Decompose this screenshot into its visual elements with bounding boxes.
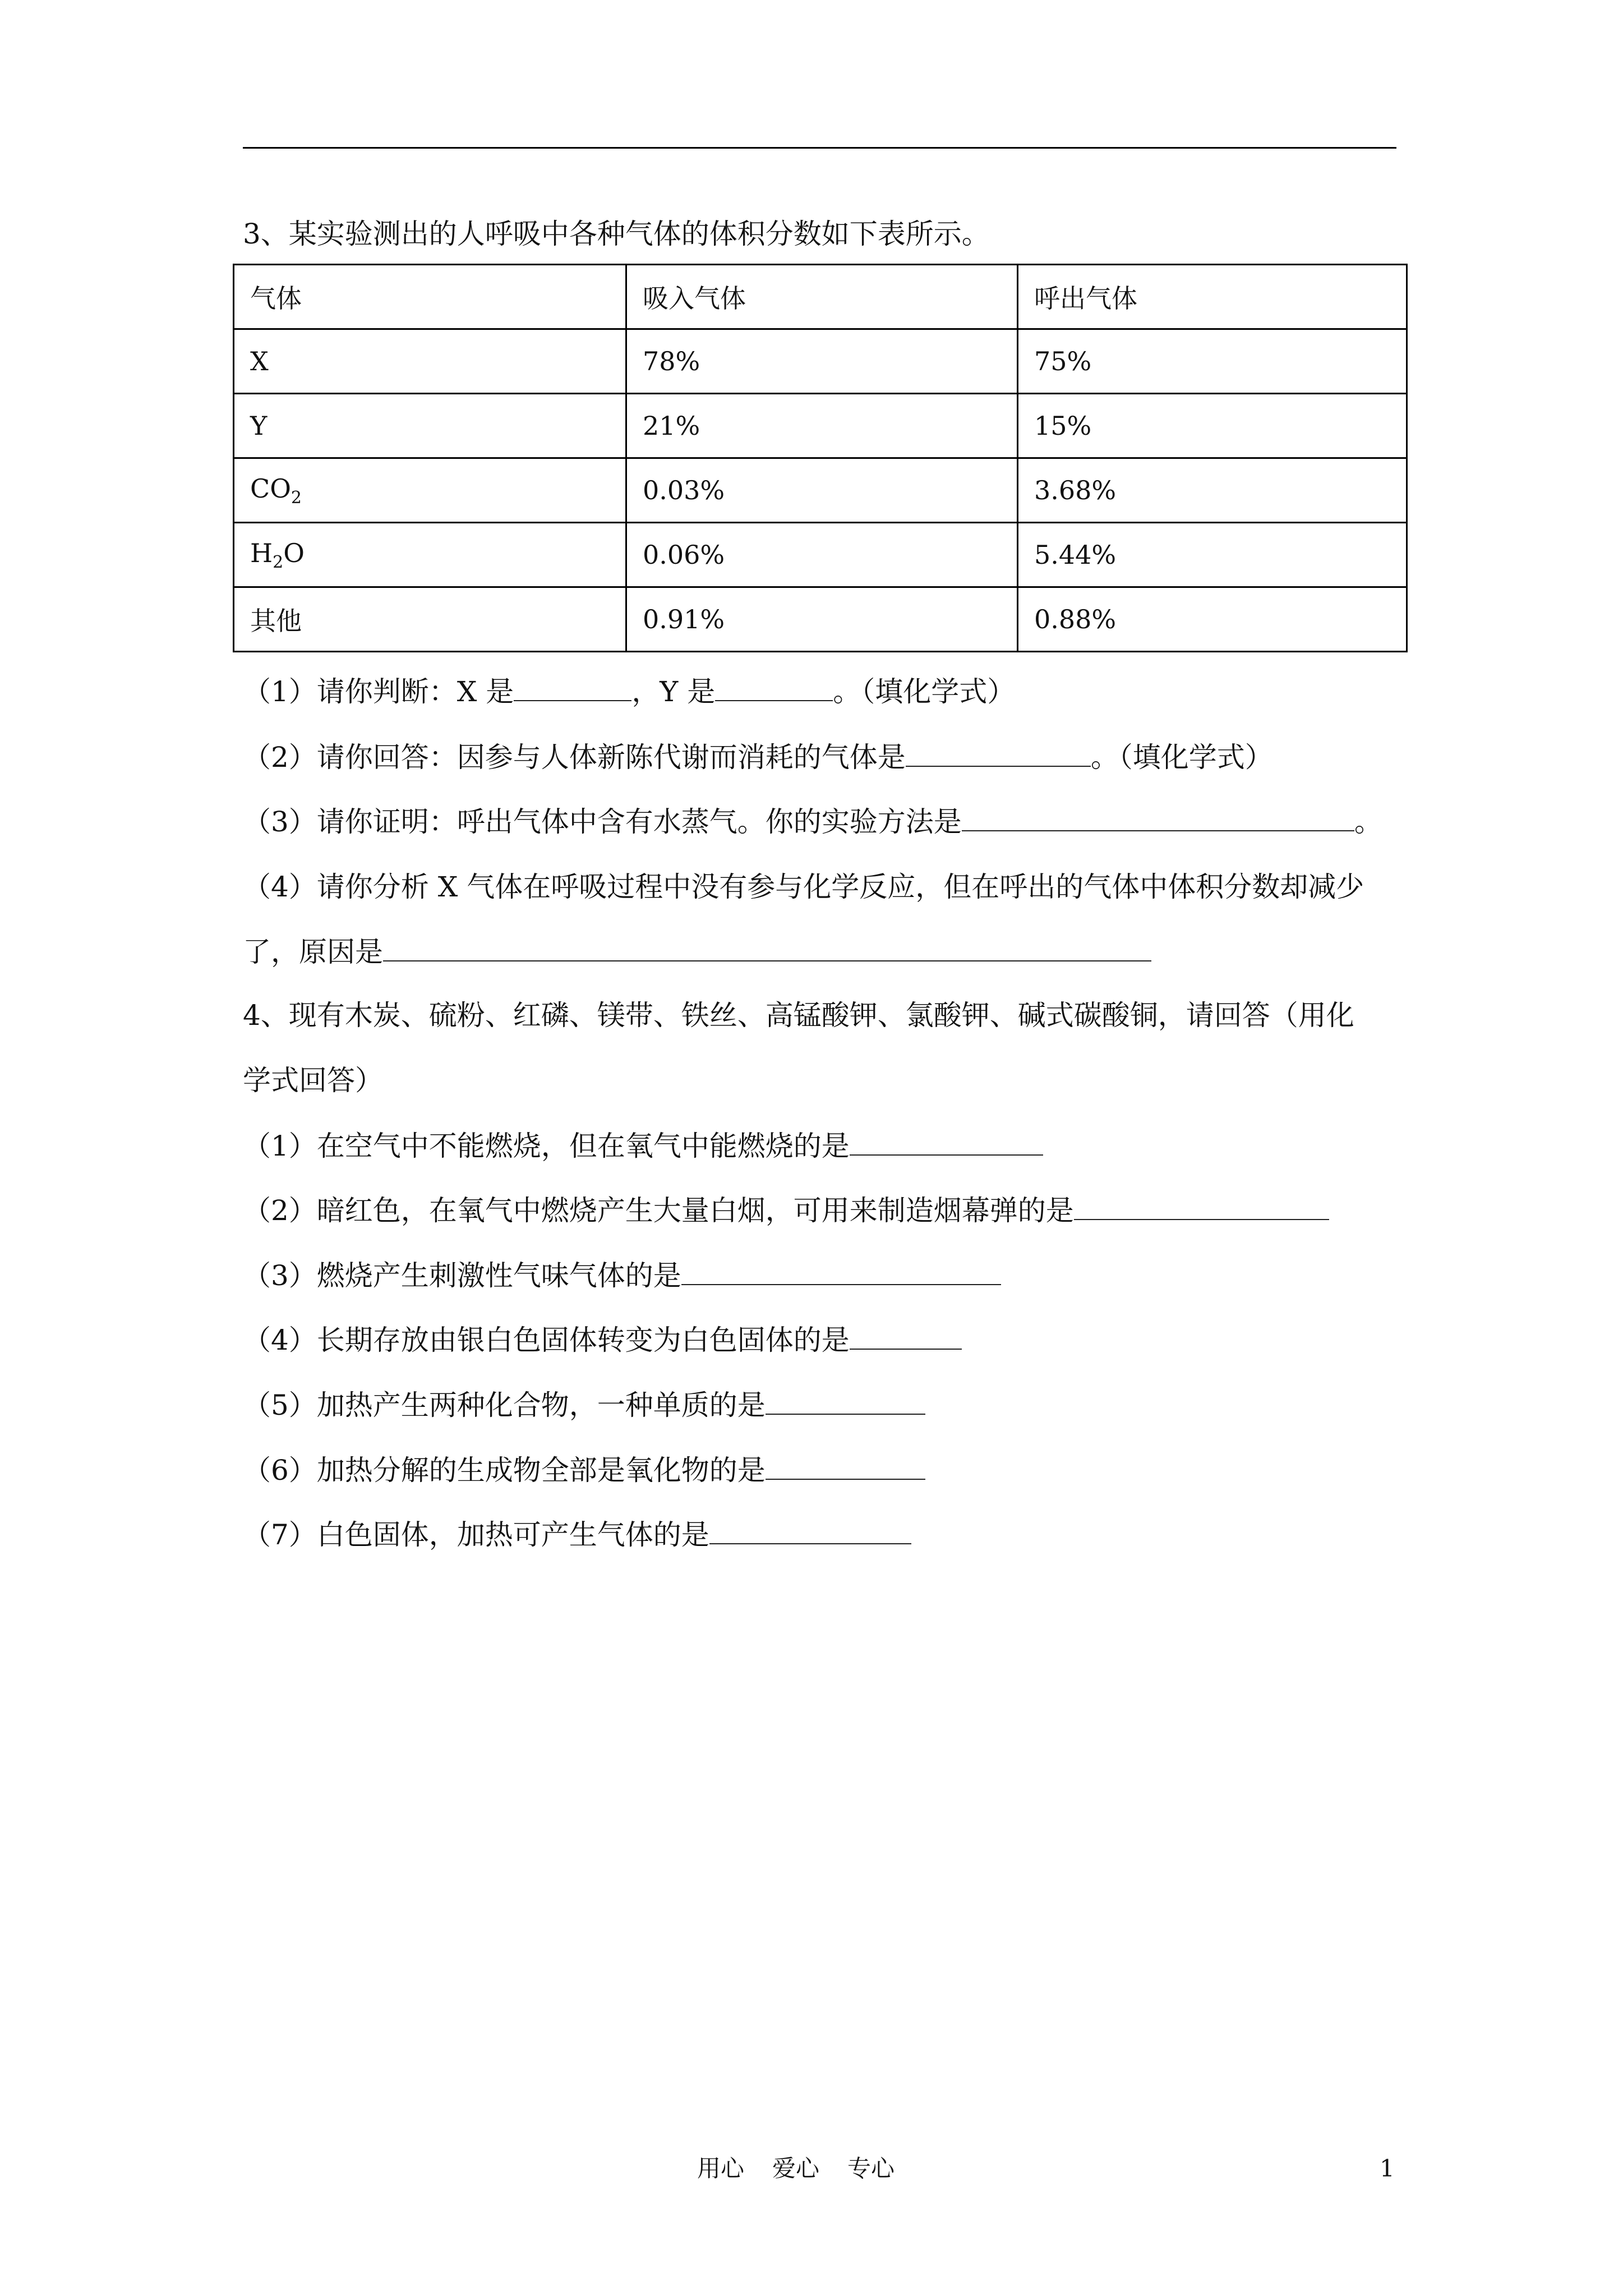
gas-cell: Y [234, 394, 626, 458]
inhaled-cell: 78% [626, 329, 1018, 394]
exhaled-cell: 0.88% [1018, 587, 1407, 652]
answer-blank[interactable] [850, 1327, 962, 1350]
exhaled-cell: 3.68% [1018, 458, 1407, 523]
table-header-row [234, 265, 1407, 329]
q3-part-3: （3）请你证明：呼出气体中含有水蒸气。你的实验方法是 。 [243, 806, 1382, 838]
table-row [234, 523, 1407, 587]
q4-item-5: （5）加热产生两种化合物，一种单质的是 [243, 1391, 925, 1419]
answer-blank-y[interactable] [715, 679, 833, 701]
answer-blank-reason[interactable] [383, 939, 1151, 961]
table-row [234, 458, 1407, 523]
table-row [234, 394, 1407, 458]
header-gas: 气体 [234, 265, 626, 329]
inhaled-cell: 0.03% [626, 458, 1018, 523]
gas-cell: 其他 [234, 587, 626, 652]
header-inhaled: 吸入气体 [626, 265, 1018, 329]
gas-cell: X [234, 329, 626, 394]
answer-blank-method[interactable] [962, 809, 1354, 831]
answer-blank[interactable] [766, 1392, 925, 1415]
q4-item-7: （7）白色固体，加热可产生气体的是 [243, 1521, 911, 1549]
inhaled-cell: 0.91% [626, 587, 1018, 652]
exhaled-cell: 15% [1018, 394, 1407, 458]
q4-item-6: （6）加热分解的生成物全部是氧化物的是 [243, 1456, 925, 1484]
q3-intro: 3、某实验测出的人呼吸中各种气体的体积分数如下表所示。 [243, 218, 990, 250]
answer-blank[interactable] [850, 1133, 1043, 1156]
header-rule [243, 147, 1396, 149]
q4-intro-cont: 学式回答） [243, 1064, 383, 1097]
answer-blank-consumed-gas[interactable] [906, 744, 1091, 767]
exhaled-cell: 5.44% [1018, 523, 1407, 587]
header-exhaled: 呼出气体 [1018, 265, 1407, 329]
answer-blank[interactable] [766, 1457, 925, 1480]
table-row [234, 329, 1407, 394]
q4-intro: 4、现有木炭、硫粉、红磷、镁带、铁丝、高锰酸钾、氯酸钾、碱式碳酸铜，请回答（用化 [243, 999, 1354, 1032]
q4-item-3: （3）燃烧产生刺激性气味气体的是 [243, 1262, 1001, 1290]
q4-item-1: （1）在空气中不能燃烧，但在氧气中能燃烧的是 [243, 1132, 1043, 1160]
answer-blank[interactable] [681, 1263, 1001, 1285]
q3-part-4: （4）请你分析 X 气体在呼吸过程中没有参与化学反应，但在呼出的气体中体积分数却减少 [243, 871, 1364, 903]
answer-blank[interactable] [709, 1522, 911, 1544]
gas-cell: $CO_2$ [234, 458, 626, 523]
q4-item-4: （4）长期存放由银白色固体转变为白色固体的是 [243, 1326, 962, 1354]
q3-part-2: （2）请你回答：因参与人体新陈代谢而消耗的气体是 。（填化学式） [243, 741, 1273, 774]
gas-cell: $H_2O$ [234, 523, 626, 587]
page-number: 1 [1380, 2155, 1395, 2182]
gas-volume-table [233, 264, 1408, 652]
footer-motto: 用心 爱心 专心 [697, 2155, 895, 2182]
answer-blank[interactable] [1074, 1198, 1329, 1220]
q4-item-2: （2）暗红色，在氧气中燃烧产生大量白烟，可用来制造烟幕弹的是 [243, 1197, 1329, 1225]
q3-part-4-cont: 了，原因是 [243, 938, 1151, 966]
exhaled-cell: 75% [1018, 329, 1407, 394]
q3-part-1: （1）请你判断：X 是 ，Y 是 。（填化学式） [243, 675, 1016, 708]
table-row [234, 587, 1407, 652]
inhaled-cell: 0.06% [626, 523, 1018, 587]
answer-blank-x[interactable] [514, 679, 631, 701]
inhaled-cell: 21% [626, 394, 1018, 458]
